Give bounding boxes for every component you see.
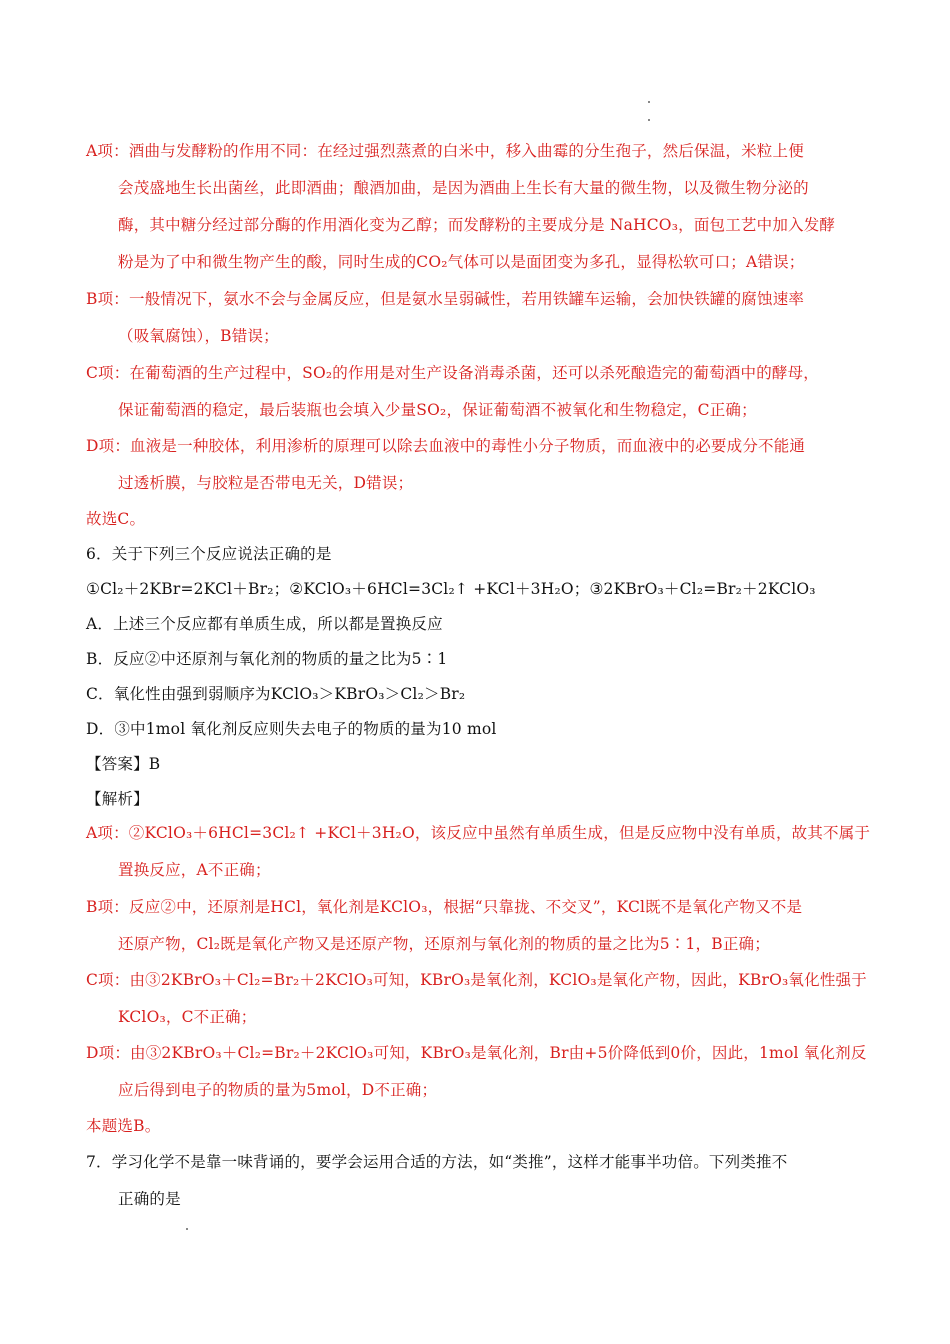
question-6-reactions: ①Cl₂＋2KBr=2KCl＋Br₂；②KClO₃＋6HCl=3Cl₂↑ +KCl＋3H₂O；③2KBrO₃＋Cl₂=Br₂＋2KClO₃	[86, 580, 816, 598]
answer-heading: 【答案】B	[86, 755, 161, 773]
question-6-option-d: D．③中1mol 氧化剂反应则失去电子的物质的量为10 mol	[86, 720, 497, 738]
question-6-option-a: A．上述三个反应都有单质生成，所以都是置换反应	[86, 615, 443, 633]
analysis-heading: 【解析】	[86, 790, 149, 808]
analysis-line-a-cont: 粉是为了中和微生物产生的酸，同时生成的CO₂气体可以是面团变为多孔，显得松软可口；A错误；	[118, 253, 805, 271]
analysis-line-c: C项：由③2KBrO₃＋Cl₂=Br₂＋2KClO₃可知，KBrO₃是氧化剂，KClO₃是氧化产物，因此，KBrO₃氧化性强于	[86, 971, 867, 989]
page-mark	[648, 119, 650, 121]
analysis-line-d-cont: 过透析膜，与胶粒是否带电无关，D错误；	[118, 474, 414, 492]
question-6-option-c: C．氧化性由强到弱顺序为KClO₃＞KBrO₃＞Cl₂＞Br₂	[86, 685, 466, 703]
analysis-line-b: B项：反应②中，还原剂是HCl，氧化剂是KClO₃，根据“只靠拢、不交叉”，KCl既不是氧化产物又不是	[86, 898, 803, 916]
analysis-line-d: D项：血液是一种胶体，利用渗析的原理可以除去血液中的毒性小分子物质，而血液中的必要成分不能通	[86, 437, 806, 455]
analysis-line-d-cont: 应后得到电子的物质的量为5mol，D不正确；	[118, 1081, 438, 1099]
conclusion-line: 故选C。	[86, 510, 146, 528]
page-mark	[186, 1228, 188, 1230]
analysis-line-b-cont: （吸氧腐蚀），B错误；	[118, 327, 279, 345]
question-7-stem: 7．学习化学不是靠一味背诵的，要学会运用合适的方法，如“类推”，这样才能事半功倍。下列类推不	[86, 1153, 788, 1171]
question-6-option-b: B．反应②中还原剂与氧化剂的物质的量之比为5∶1	[86, 650, 448, 668]
analysis-line-a-cont: 置换反应，A不正确；	[118, 861, 271, 879]
question-7-stem-cont: 正确的是	[118, 1190, 181, 1208]
analysis-line-c-cont: KClO₃，C不正确；	[118, 1008, 257, 1026]
analysis-line-a: A项：②KClO₃＋6HCl=3Cl₂↑ +KCl＋3H₂O，该反应中虽然有单质生成，但是反应物中没有单质，故其不属于	[86, 824, 871, 842]
question-6-stem: 6．关于下列三个反应说法正确的是	[86, 545, 332, 563]
page-mark	[648, 101, 650, 103]
analysis-line-c: C项：在葡萄酒的生产过程中，SO₂的作用是对生产设备消毒杀菌，还可以杀死酿造完的葡萄酒中的酵母，	[86, 364, 820, 382]
conclusion-line: 本题选B。	[86, 1117, 161, 1135]
analysis-line-d: D项：由③2KBrO₃＋Cl₂=Br₂＋2KClO₃可知，KBrO₃是氧化剂，Br由+5价降低到0价，因此，1mol 氧化剂反	[86, 1044, 867, 1062]
analysis-line-c-cont: 保证葡萄酒的稳定，最后装瓶也会填入少量SO₂，保证葡萄酒不被氧化和生物稳定，C正确；	[118, 401, 757, 419]
analysis-line-b-cont: 还原产物，Cl₂既是氧化产物又是还原产物，还原剂与氧化剂的物质的量之比为5∶1，B正确；	[118, 935, 770, 953]
analysis-line-a-cont: 会茂盛地生长出菌丝，此即酒曲；酿酒加曲，是因为酒曲上生长有大量的微生物，以及微生物分泌的	[118, 179, 809, 197]
analysis-line-a-cont: 酶，其中糖分经过部分酶的作用酒化变为乙醇；而发酵粉的主要成分是 NaHCO₃，面包工艺中加入发酵	[118, 216, 836, 234]
analysis-line-b: B项：一般情况下，氨水不会与金属反应，但是氨水呈弱碱性，若用铁罐车运输，会加快铁罐的腐蚀速率	[86, 290, 805, 308]
analysis-line-a: A项：酒曲与发酵粉的作用不同：在经过强烈蒸煮的白米中，移入曲霉的分生孢子，然后保温，米粒上便	[86, 142, 804, 160]
